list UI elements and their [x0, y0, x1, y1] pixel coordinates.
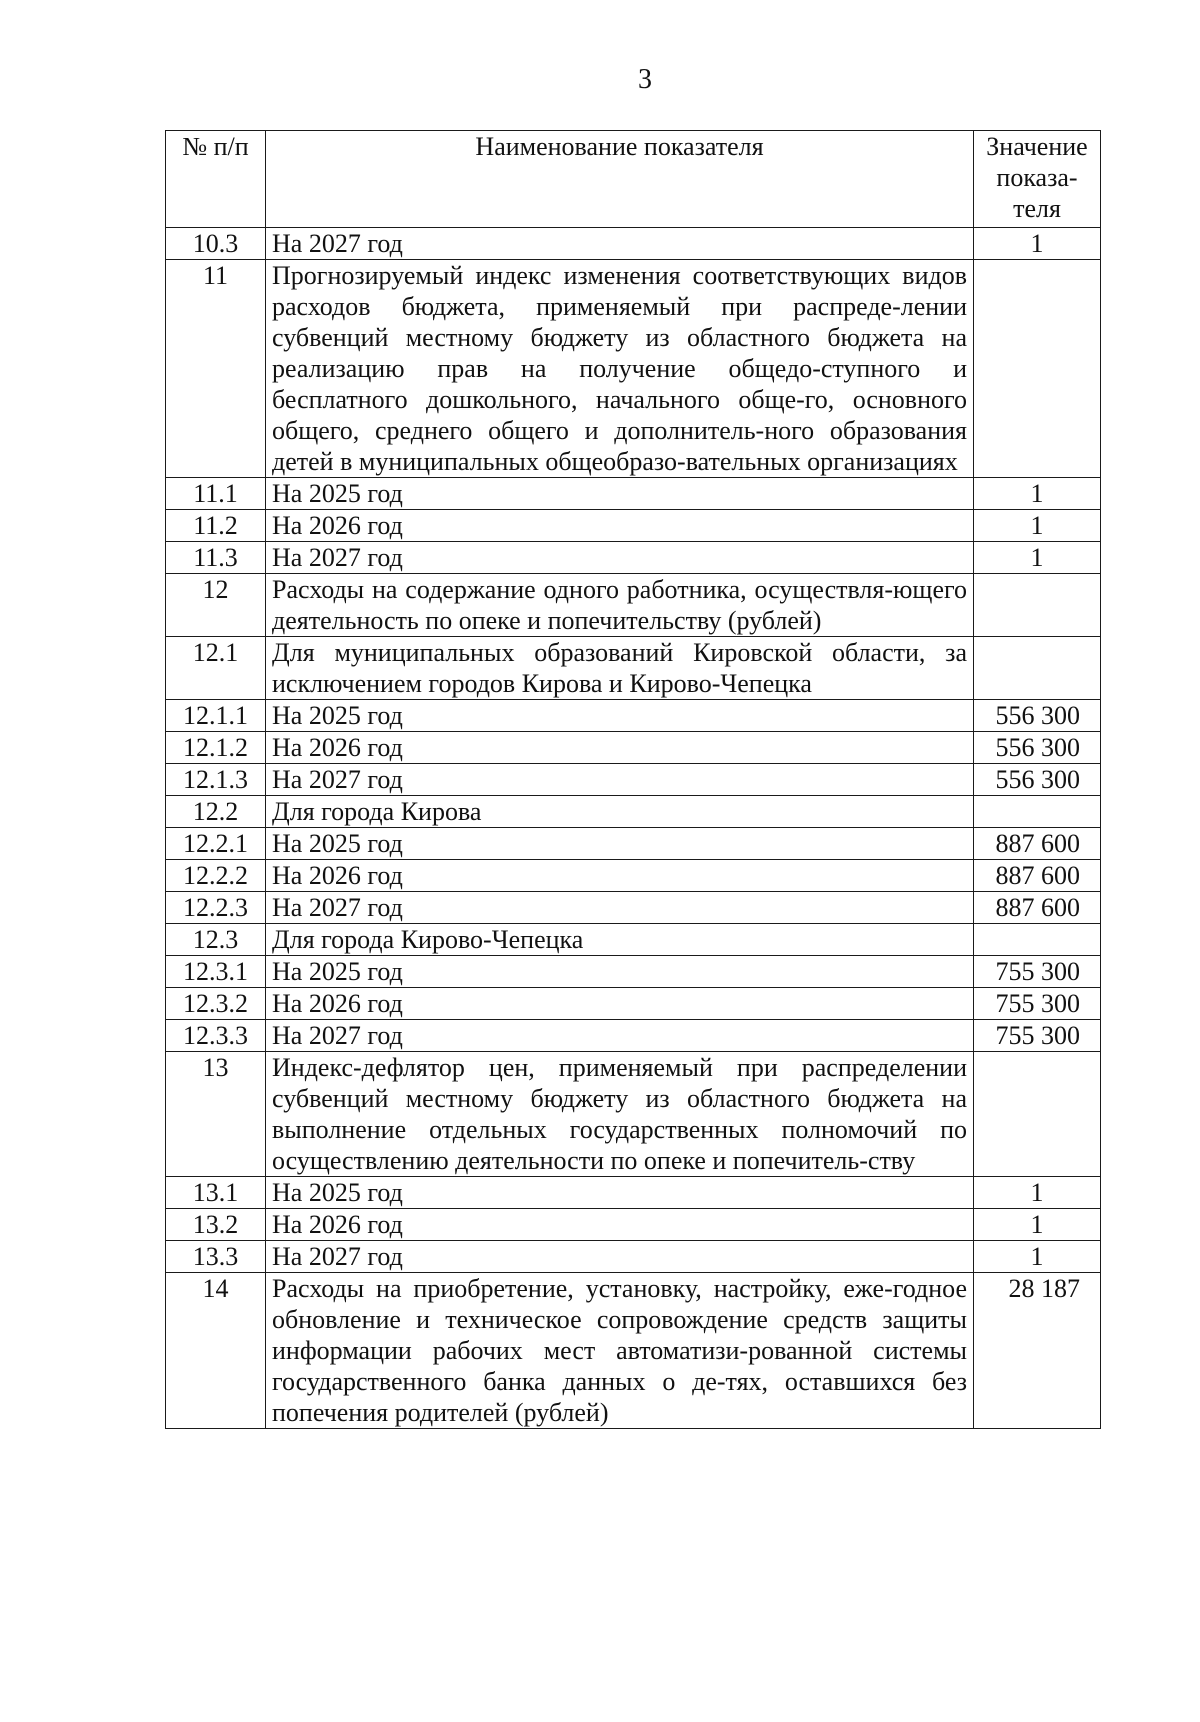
row-number: 13.1: [166, 1177, 266, 1209]
row-number: 10.3: [166, 228, 266, 260]
row-value: 1: [974, 542, 1101, 574]
table-row: [166, 1241, 1101, 1273]
row-value: 1: [974, 510, 1101, 542]
table-row: [166, 637, 1101, 700]
table-row: [166, 988, 1101, 1020]
row-number: 12.3.2: [166, 988, 266, 1020]
row-value: [974, 924, 1101, 956]
row-number: 12.3.3: [166, 1020, 266, 1052]
row-indicator-name: Индекс-дефлятор цен, применяемый при распределении субвенций местному бюджету из областного бюджета на выполнение отдельных государственных полномочий по осуществлению деятельности по опеке и попечитель-ству: [266, 1052, 974, 1177]
row-value: 556 300: [974, 732, 1101, 764]
table-row: [166, 796, 1101, 828]
table-row: [166, 1177, 1101, 1209]
row-indicator-name: На 2025 год: [266, 700, 974, 732]
table-row: [166, 228, 1101, 260]
row-indicator-name: На 2025 год: [266, 956, 974, 988]
row-value: 28 187: [974, 1273, 1101, 1429]
row-indicator-name: На 2027 год: [266, 228, 974, 260]
row-indicator-name: Прогнозируемый индекс изменения соответствующих видов расходов бюджета, применяемый при распреде-лении субвенций местному бюджету из областного бюджета на реализацию прав на получение общедо-ступного и бесплатного дошкольного, начального обще-го, основного общего, среднего общего и дополнитель-ного образования детей в муниципальных общеобразо-вательных организациях: [266, 260, 974, 478]
row-indicator-name: На 2025 год: [266, 478, 974, 510]
row-indicator-name: Расходы на приобретение, установку, настройку, еже-годное обновление и техническое сопровождение средств защиты информации рабочих мест автоматизи-рованной системы государственного банка данных о де-тях, оставшихся без попечения родителей (рублей): [266, 1273, 974, 1429]
header-name: Наименование показателя: [266, 131, 974, 228]
row-indicator-name: На 2026 год: [266, 732, 974, 764]
table-row: [166, 574, 1101, 637]
row-number: 12.3: [166, 924, 266, 956]
row-value: 1: [974, 228, 1101, 260]
table-row: [166, 542, 1101, 574]
table-row: [166, 478, 1101, 510]
table-row: [166, 1273, 1101, 1429]
row-value: 755 300: [974, 988, 1101, 1020]
row-value: 1: [974, 1241, 1101, 1273]
row-indicator-name: На 2026 год: [266, 1209, 974, 1241]
row-number: 12.2.1: [166, 828, 266, 860]
row-number: 12.2: [166, 796, 266, 828]
table-row: [166, 956, 1101, 988]
header-number: № п/п: [166, 131, 266, 228]
row-value: [974, 637, 1101, 700]
row-indicator-name: На 2027 год: [266, 1241, 974, 1273]
table-row: [166, 1020, 1101, 1052]
table-row: [166, 828, 1101, 860]
row-value: [974, 796, 1101, 828]
row-value: [974, 574, 1101, 637]
row-number: 12.1: [166, 637, 266, 700]
row-value: 1: [974, 1209, 1101, 1241]
table-body: [166, 228, 1101, 1429]
row-value: 755 300: [974, 1020, 1101, 1052]
row-number: 12.2.3: [166, 892, 266, 924]
row-indicator-name: Для города Кирова: [266, 796, 974, 828]
row-number: 14: [166, 1273, 266, 1429]
row-value: 887 600: [974, 828, 1101, 860]
table-row: [166, 732, 1101, 764]
row-value: 887 600: [974, 860, 1101, 892]
row-value: 1: [974, 1177, 1101, 1209]
row-indicator-name: На 2027 год: [266, 1020, 974, 1052]
row-number: 12.1.3: [166, 764, 266, 796]
row-value: 556 300: [974, 764, 1101, 796]
row-number: 11.2: [166, 510, 266, 542]
row-number: 13: [166, 1052, 266, 1177]
row-value: 755 300: [974, 956, 1101, 988]
indicators-table: [165, 130, 1101, 1429]
table-row: [166, 260, 1101, 478]
table-row: [166, 764, 1101, 796]
table-header-row: [166, 131, 1101, 228]
row-number: 13.3: [166, 1241, 266, 1273]
row-indicator-name: На 2025 год: [266, 1177, 974, 1209]
row-indicator-name: На 2027 год: [266, 764, 974, 796]
row-number: 12.3.1: [166, 956, 266, 988]
row-indicator-name: На 2026 год: [266, 510, 974, 542]
table-row: [166, 892, 1101, 924]
row-indicator-name: На 2026 год: [266, 860, 974, 892]
header-value: Значение показа-теля: [974, 131, 1101, 228]
table-row: [166, 510, 1101, 542]
table-row: [166, 924, 1101, 956]
row-value: 1: [974, 478, 1101, 510]
table-row: [166, 1052, 1101, 1177]
row-indicator-name: Расходы на содержание одного работника, осуществля-ющего деятельность по опеке и попечительству (рублей): [266, 574, 974, 637]
row-value: [974, 260, 1101, 478]
row-number: 11.1: [166, 478, 266, 510]
table-row: [166, 1209, 1101, 1241]
row-indicator-name: Для муниципальных образований Кировской области, за исключением городов Кирова и Кирово-Чепецка: [266, 637, 974, 700]
row-number: 12.1.2: [166, 732, 266, 764]
table-row: [166, 860, 1101, 892]
row-indicator-name: Для города Кирово-Чепецка: [266, 924, 974, 956]
row-indicator-name: На 2026 год: [266, 988, 974, 1020]
row-value: 887 600: [974, 892, 1101, 924]
row-number: 12.2.2: [166, 860, 266, 892]
row-number: 11.3: [166, 542, 266, 574]
row-indicator-name: На 2027 год: [266, 892, 974, 924]
row-indicator-name: На 2027 год: [266, 542, 974, 574]
page-number: 3: [638, 64, 652, 95]
row-number: 12: [166, 574, 266, 637]
row-number: 11: [166, 260, 266, 478]
row-value: 556 300: [974, 700, 1101, 732]
row-number: 12.1.1: [166, 700, 266, 732]
table-row: [166, 700, 1101, 732]
row-value: [974, 1052, 1101, 1177]
row-indicator-name: На 2025 год: [266, 828, 974, 860]
row-number: 13.2: [166, 1209, 266, 1241]
